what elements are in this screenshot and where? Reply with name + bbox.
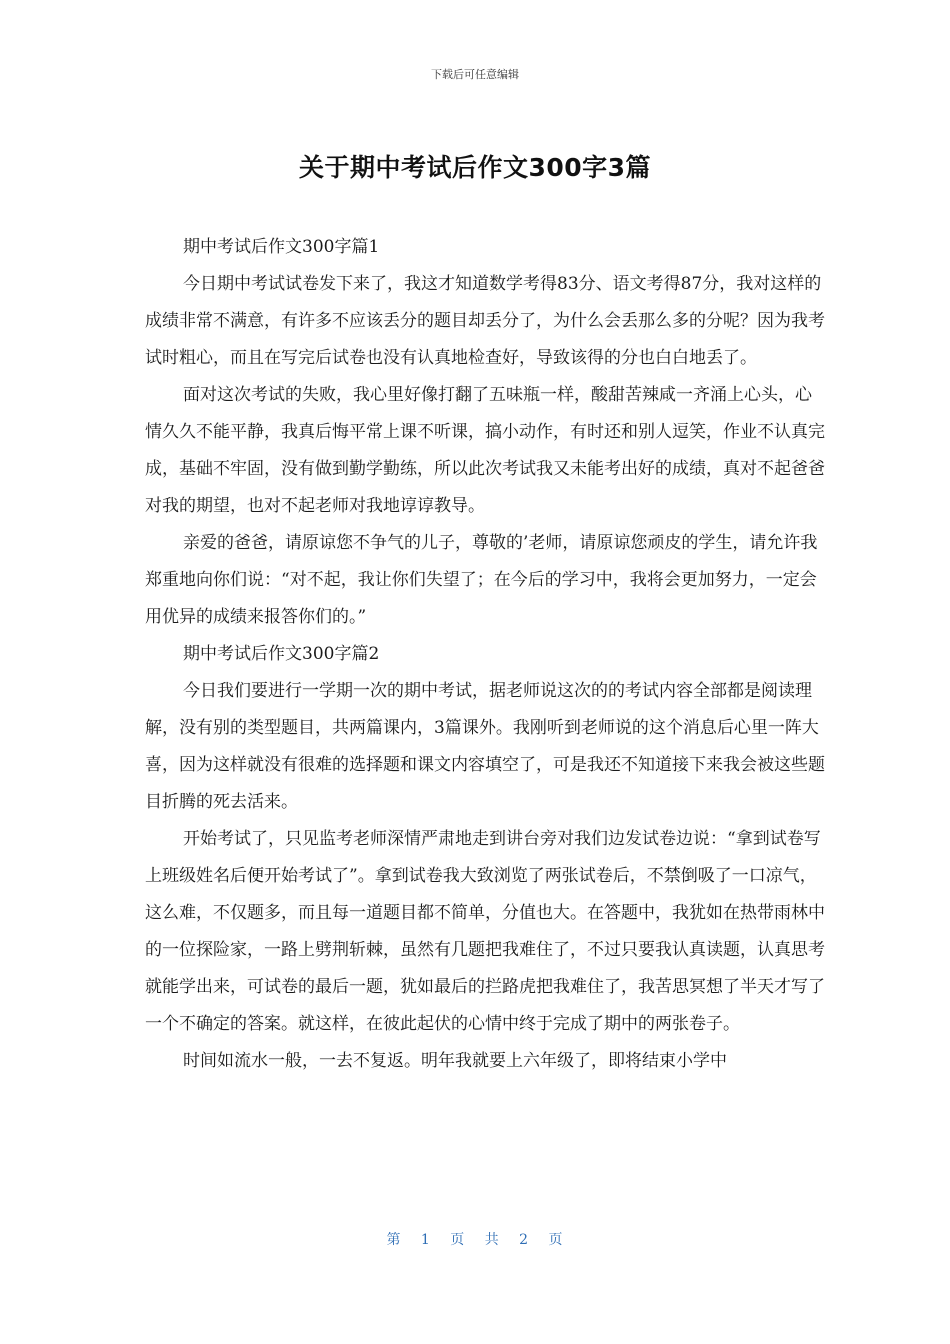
document-title: 关于期中考试后作文300字3篇 <box>298 153 652 182</box>
paragraph: 面对这次考试的失败，我心里好像打翻了五味瓶一样，酸甜苦辣咸一齐涌上心头，心情久久不能平静，我真后悔平常上课不听课，搞小动作，有时还和别人逗笑，作业不认真完成，基础不牢固，没有做到勤学勤练，所以此次考试我又未能考出好的成绩，真对不起爸爸对我的期望，也对不起老师对我地谆谆教导。 <box>145 385 825 516</box>
document-body <box>145 229 825 1080</box>
page-header-note: 下载后可任意编辑 <box>431 68 519 81</box>
paragraph: 亲爱的爸爸，请原谅您不争气的儿子，尊敬的’老师，请原谅您顽皮的学生，请允许我郑重地向你们说：“对不起，我让你们失望了；在今后的学习中，我将会更加努力，一定会用优异的成绩来报答你们的。” <box>145 533 818 627</box>
paragraph: 时间如流水一般，一去不复返。明年我就要上六年级了，即将结束小学中 <box>183 1051 727 1071</box>
paragraph: 今日我们要进行一学期一次的期中考试，据老师说这次的的考试内容全部都是阅读理解，没有别的类型题目，共两篇课内，3篇课外。我刚听到老师说的这个消息后心里一阵大喜，因为这样就没有很难的选择题和课文内容填空了，可是我还不知道接下来我会被这些题目折腾的死去活来。 <box>145 681 825 812</box>
paragraph: 开始考试了，只见监考老师深情严肃地走到讲台旁对我们边发试卷边说：“拿到试卷写上班级姓名后便开始考试了”。拿到试卷我大致浏览了两张试卷后，不禁倒吸了一口凉气，这么难，不仅题多，而且每一道题目都不简单，分值也大。在答题中，我犹如在热带雨林中的一位探险家，一路上劈荆斩棘，虽然有几题把我难住了，不过只要我认真读题，认真思考就能学出来，可试卷的最后一题，犹如最后的拦路虎把我难住了，我苦思冥想了半天才写了一个不确定的答案。就这样，在彼此起伏的心情中终于完成了期中的两张卷子。 <box>145 829 825 1034</box>
section-heading: 期中考试后作文300字篇1 <box>183 237 380 257</box>
section-heading: 期中考试后作文300字篇2 <box>183 644 380 664</box>
page-number-footer: 第 1 页 共 2 页 <box>386 1232 564 1248</box>
paragraph: 今日期中考试试卷发下来了，我这才知道数学考得83分、语文考得87分，我对这样的成绩非常不满意，有许多不应该丢分的题目却丢分了，为什么会丢那么多的分呢？因为我考试时粗心，而且在写完后试卷也没有认真地检查好，导致该得的分也白白地丢了。 <box>145 274 825 368</box>
